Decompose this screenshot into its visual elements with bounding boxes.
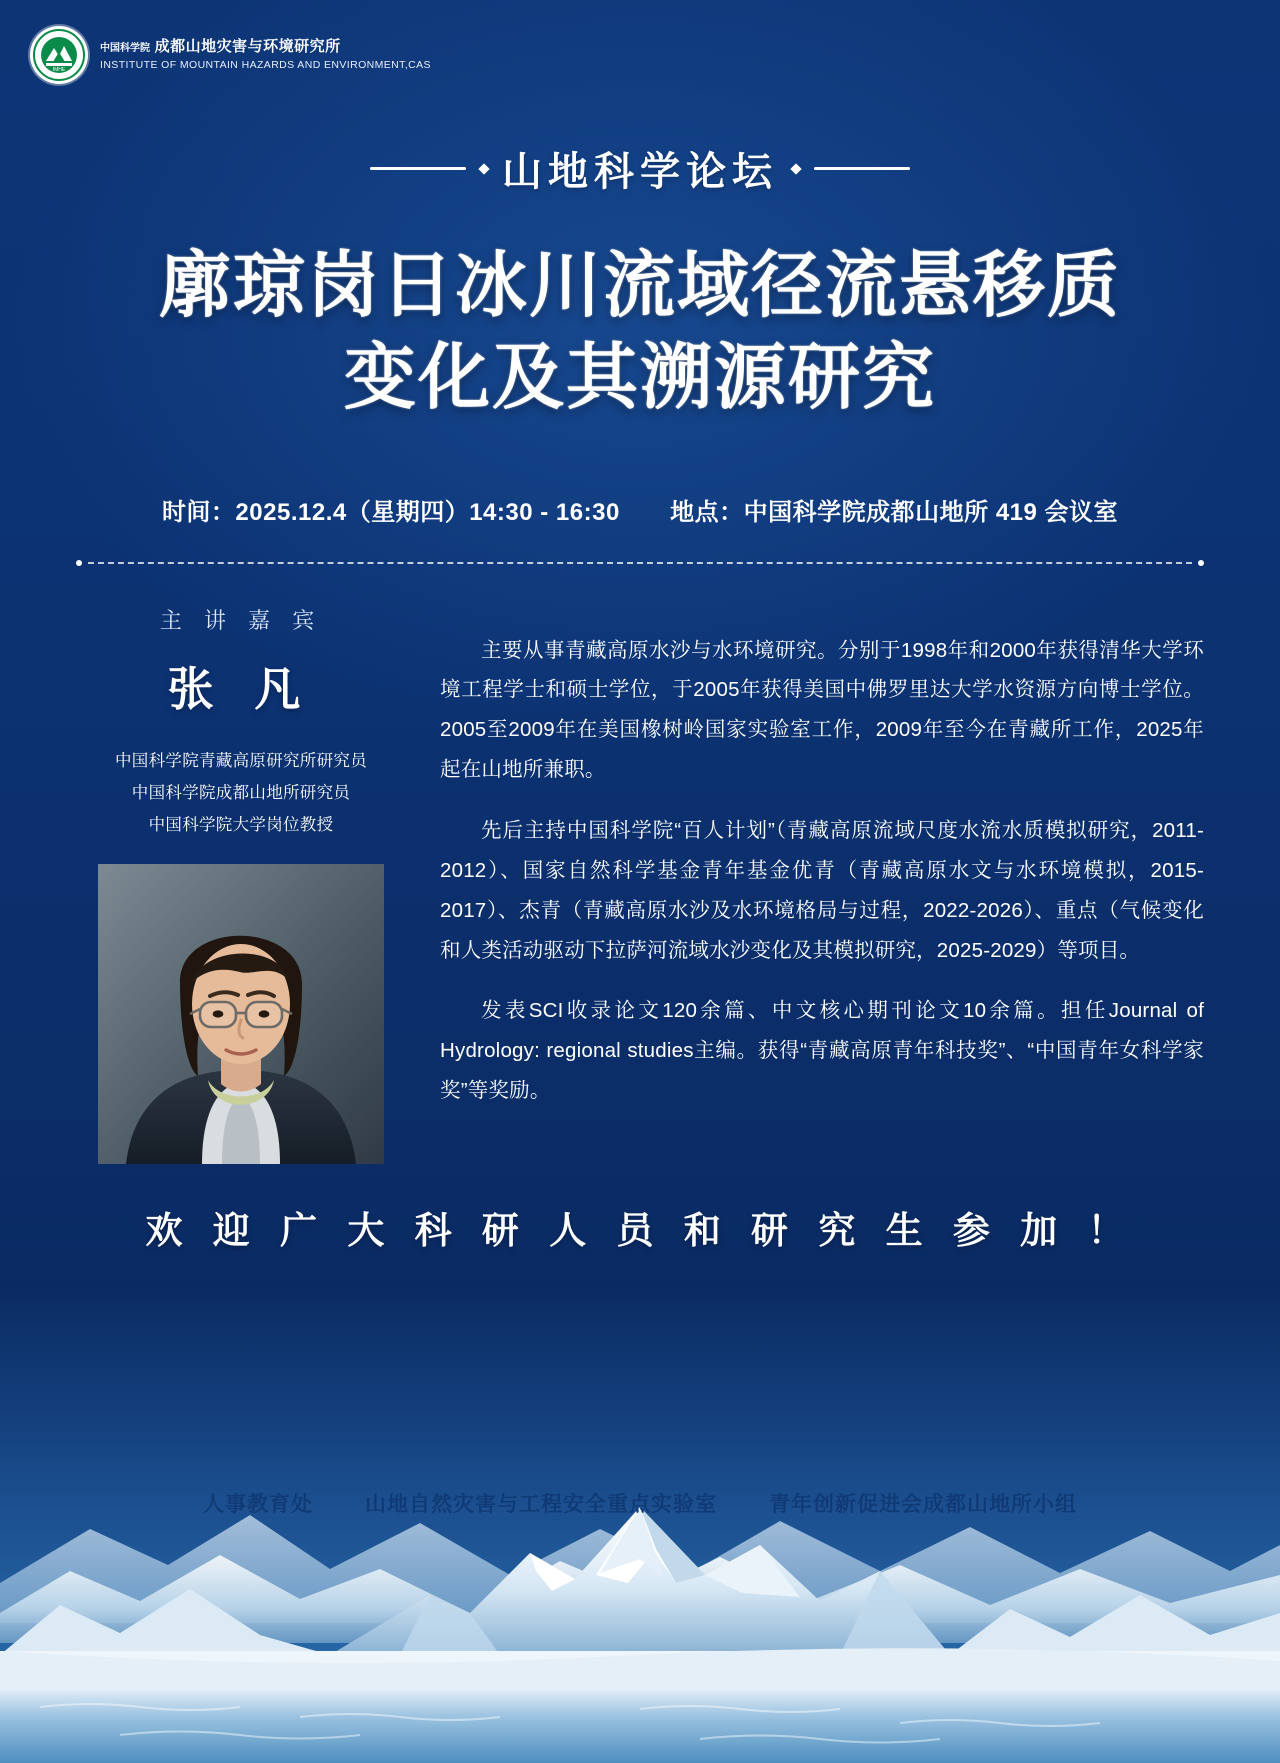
bio-paragraph: 先后主持中国科学院“百人计划”（青藏高原流域尺度水流水质模拟研究，2011-2012）、国家自然科学基金青年基金优青（青藏高原水文与水环境模拟，2015-2017）、杰青（青藏高原水沙及水环境格局与过程，2022-2026）、重点（气候变化和人类活动驱动下拉萨河流域水沙变化及其模拟研究，2025-2029）等项目。	[440, 818, 1204, 962]
forum-label: 山地科学论坛	[502, 150, 778, 194]
affiliation-item: 中国科学院大学岗位教授	[148, 816, 334, 835]
speaker-label: 主 讲 嘉 宾	[159, 608, 323, 633]
event-place: 地点：中国科学院成都山地所 419 会议室	[670, 499, 1119, 526]
footer-org-item: 人事教育处	[203, 1493, 313, 1516]
speaker-affiliations	[76, 745, 406, 842]
rule-left	[370, 167, 466, 170]
bio-paragraph: 主要从事青藏高原水沙与水环境研究。分别于1998年和2000年获得清华大学环境工程学士和硕士学位，于2005年获得美国中佛罗里达大学水资源方向博士学位。2005至2009年在美国橡树岭国家实验室工作，2009年至今在青藏所工作，2025年起在山地所兼职。	[440, 638, 1204, 782]
footer-org-item: 山地自然灾害与工程安全重点实验室	[365, 1493, 717, 1516]
event-time: 时间：2025.12.4（星期四）14:30 - 16:30	[161, 499, 620, 526]
title-line-2: 变化及其溯源研究	[343, 338, 936, 419]
title-line-1: 廓琼岗日冰川流域径流悬移质	[158, 246, 1121, 326]
diamond-left-icon	[478, 163, 489, 174]
affiliation-item: 中国科学院青藏高原研究所研究员	[115, 752, 367, 770]
speaker-bio	[440, 596, 1204, 1164]
footer-organizations	[0, 1488, 1280, 1518]
footer-org-item: 青年创新促进会成都山地所小组	[769, 1493, 1077, 1516]
affiliation-item: 中国科学院成都山地所研究员	[131, 784, 351, 803]
institute-name-prefix: 中国科学院	[100, 42, 150, 54]
speaker-name: 张 凡	[167, 663, 315, 715]
welcome-message: 欢 迎 广 大 科 研 人 员 和 研 究 生 参 加 ！	[145, 1210, 1135, 1251]
content-area	[76, 596, 1204, 1164]
event-info	[0, 492, 1280, 527]
speaker-panel	[76, 596, 406, 1164]
institute-name-main: 成都山地灾害与环境研究所	[154, 37, 341, 55]
svg-text:IMHE: IMHE	[52, 67, 66, 73]
forum-banner	[0, 140, 1280, 197]
speaker-portrait	[98, 864, 384, 1164]
page-title	[0, 240, 1280, 424]
diamond-right-icon	[790, 163, 801, 174]
bio-paragraph: 发表SCI收录论文120余篇、中文核心期刊论文10余篇。担任Journal of Hydrology: regional studies主编。获得“青藏高原青年科技奖”、“中国青年女科学家奖”等奖励。	[440, 999, 1204, 1103]
mountain-illustration	[0, 1283, 1280, 1763]
rule-right	[814, 167, 910, 170]
institute-name-en: INSTITUTE OF MOUNTAIN HAZARDS AND ENVIRONMENT,CAS	[100, 59, 431, 72]
dotted-divider	[76, 560, 1204, 566]
institute-logo-icon	[30, 26, 88, 84]
institute-name	[100, 38, 431, 73]
institute-header	[30, 26, 431, 84]
